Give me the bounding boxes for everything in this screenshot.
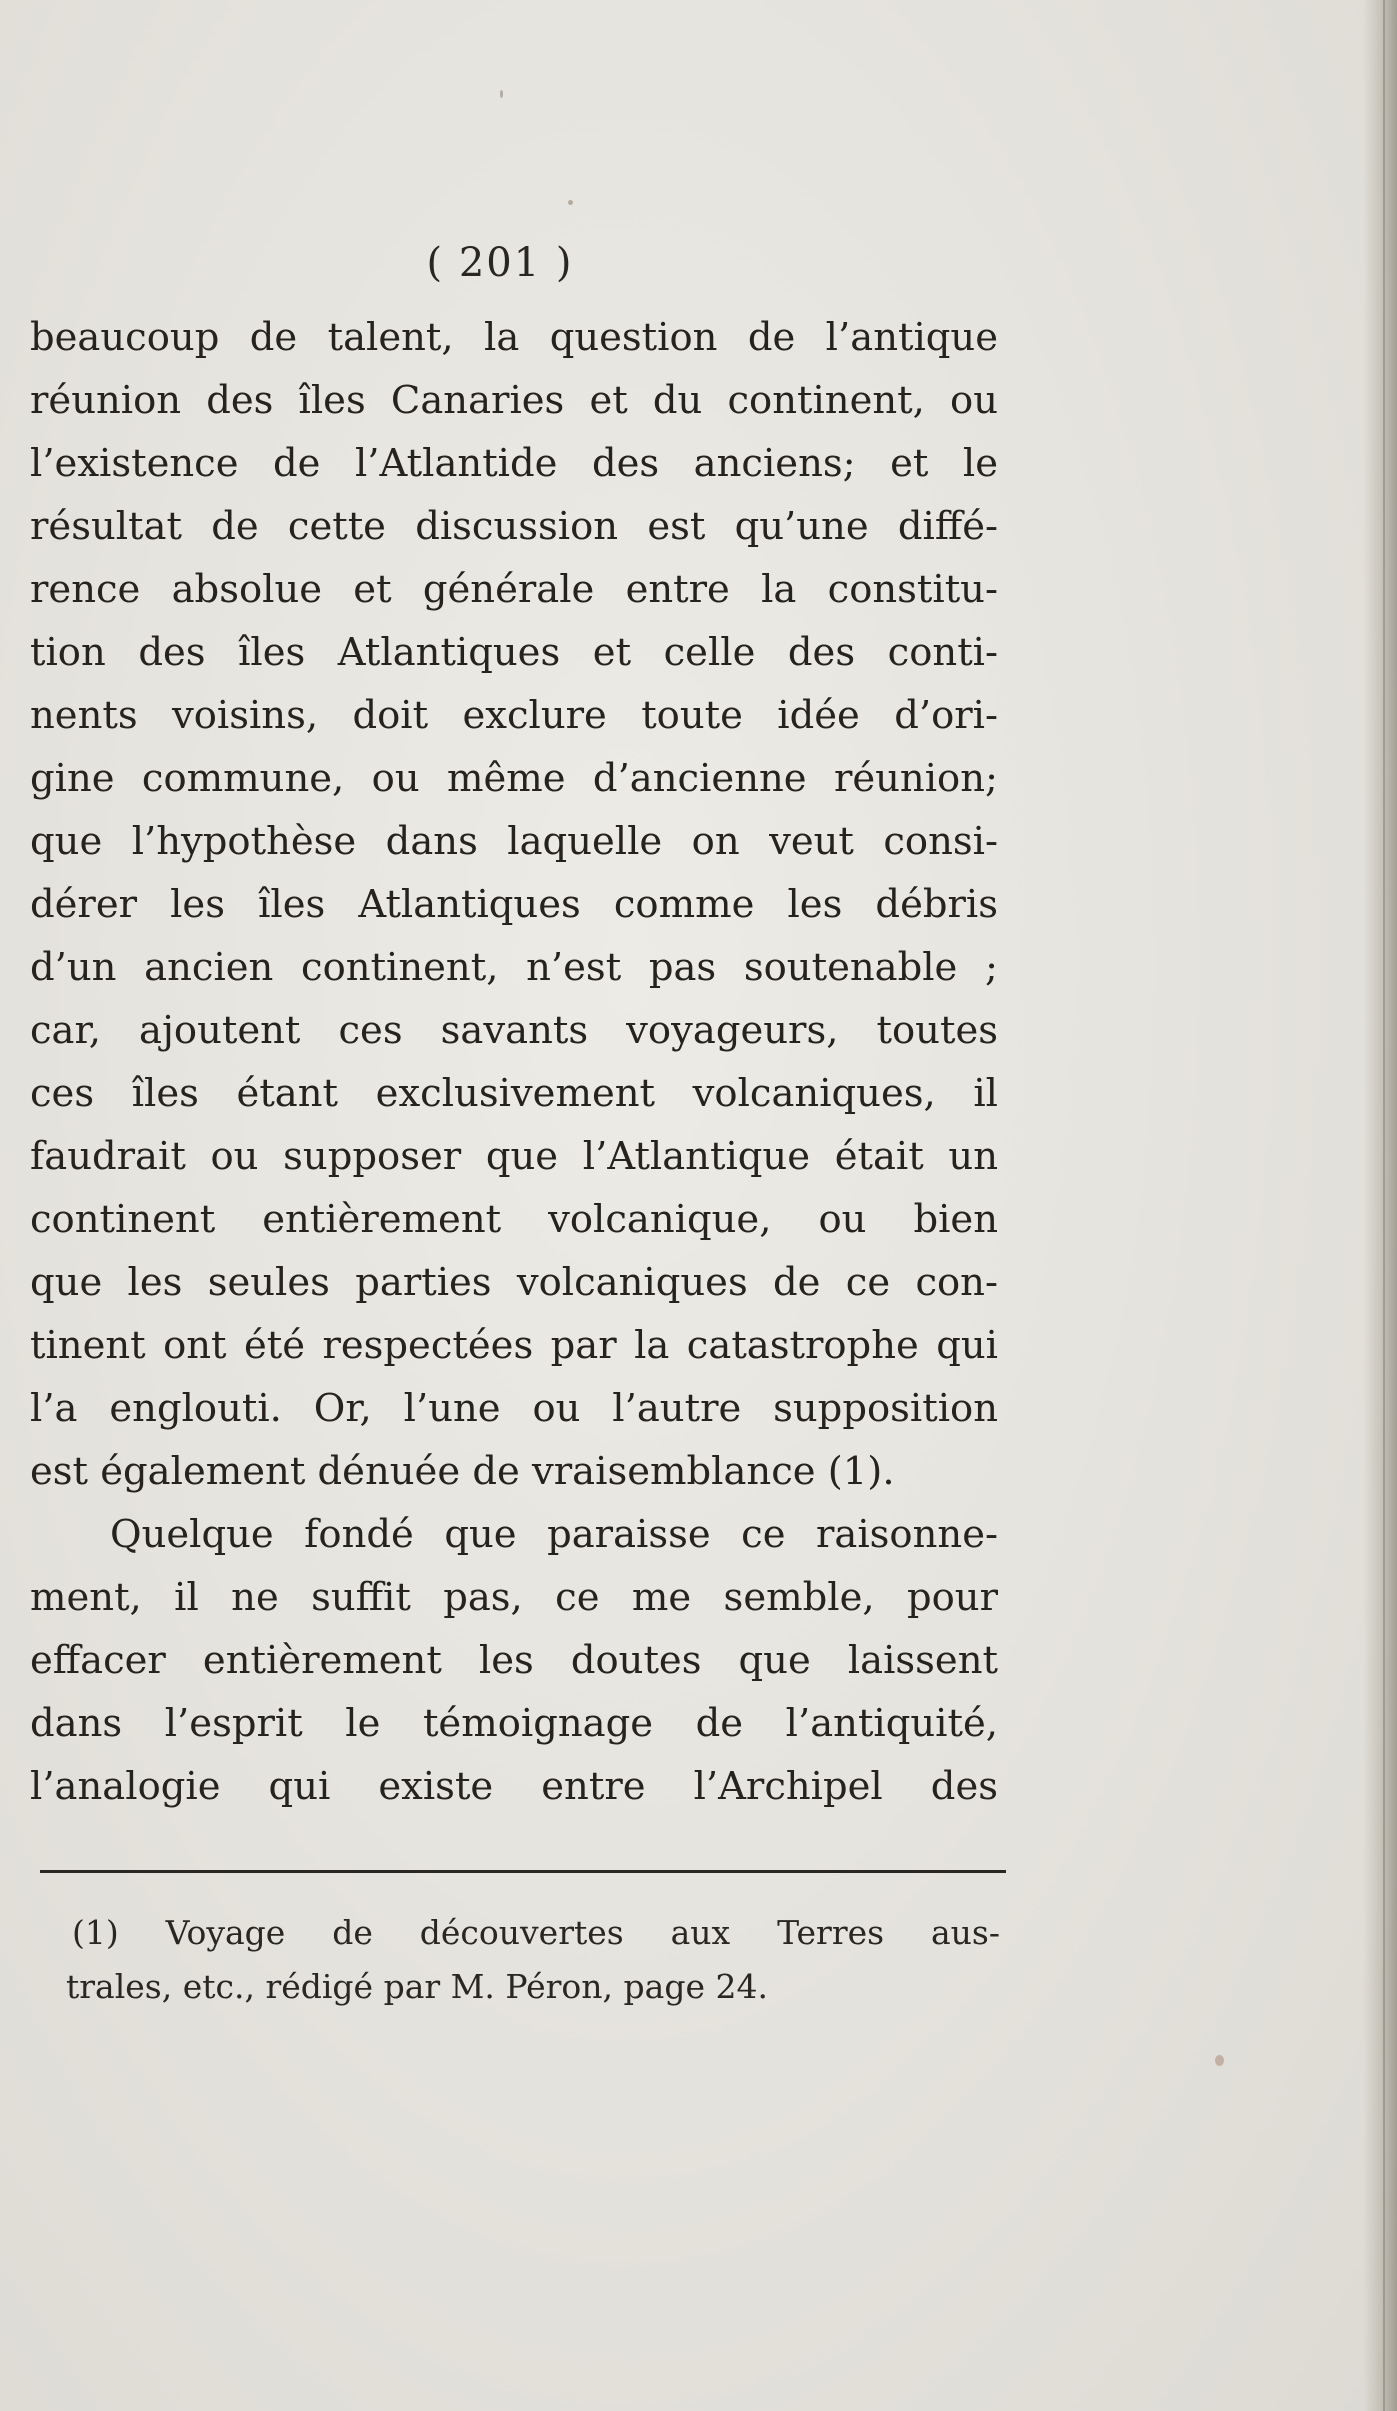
text-line: gine commune, ou même d’ancienne réunion; [30, 756, 998, 801]
paper-speck [500, 90, 503, 98]
text-line: que les seules parties volcaniques de ce con- [30, 1260, 998, 1305]
text-line: tinent ont été respectées par la catastrophe qui [30, 1323, 998, 1368]
page-edge [1383, 0, 1385, 2411]
text-line: l’existence de l’Atlantide des anciens; et le [30, 441, 998, 486]
text-line: d’un ancien continent, n’est pas soutenable ; [30, 945, 998, 990]
text-line: rence absolue et générale entre la constitu- [30, 567, 998, 612]
footnote-rule [40, 1870, 1006, 1873]
text-line: beaucoup de talent, la question de l’antique [30, 315, 998, 360]
text-line: nents voisins, doit exclure toute idée d’ori- [30, 693, 998, 738]
footnote-line: trales, etc., rédigé par M. Péron, page 24. [66, 1967, 768, 2006]
paper-speck [1215, 2055, 1224, 2066]
text-line: l’analogie qui existe entre l’Archipel des [30, 1764, 998, 1809]
text-line: car, ajoutent ces savants voyageurs, toutes [30, 1008, 998, 1053]
text-line: continent entièrement volcanique, ou bien [30, 1197, 998, 1242]
text-line: ment, il ne suffit pas, ce me semble, pour [30, 1575, 998, 1620]
text-line: effacer entièrement les doutes que laissent [30, 1638, 998, 1683]
text-line: est également dénuée de vraisemblance (1). [30, 1449, 895, 1494]
text-line: résultat de cette discussion est qu’une diffé- [30, 504, 998, 549]
text-line: que l’hypothèse dans laquelle on veut consi- [30, 819, 998, 864]
text-line: réunion des îles Canaries et du continent, ou [30, 378, 998, 423]
footnote [66, 1906, 1000, 2014]
paragraph-start-line: Quelque fondé que paraisse ce raisonne- [110, 1512, 998, 1557]
text-line: ces îles étant exclusivement volcaniques, il [30, 1071, 998, 1116]
page-number: ( 201 ) [426, 240, 574, 286]
text-line: tion des îles Atlantiques et celle des conti- [30, 630, 998, 675]
footnote-line: (1) Voyage de découvertes aux Terres aus- [72, 1913, 1000, 1952]
text-line: faudrait ou supposer que l’Atlantique était un [30, 1134, 998, 1179]
text-line: l’a englouti. Or, l’une ou l’autre supposition [30, 1386, 998, 1431]
text-line: dans l’esprit le témoignage de l’antiquité, [30, 1701, 998, 1746]
text-line: dérer les îles Atlantiques comme les débris [30, 882, 998, 927]
body-text [30, 306, 998, 1818]
spine-shadow [1363, 0, 1397, 2411]
paper-speck [568, 200, 573, 205]
